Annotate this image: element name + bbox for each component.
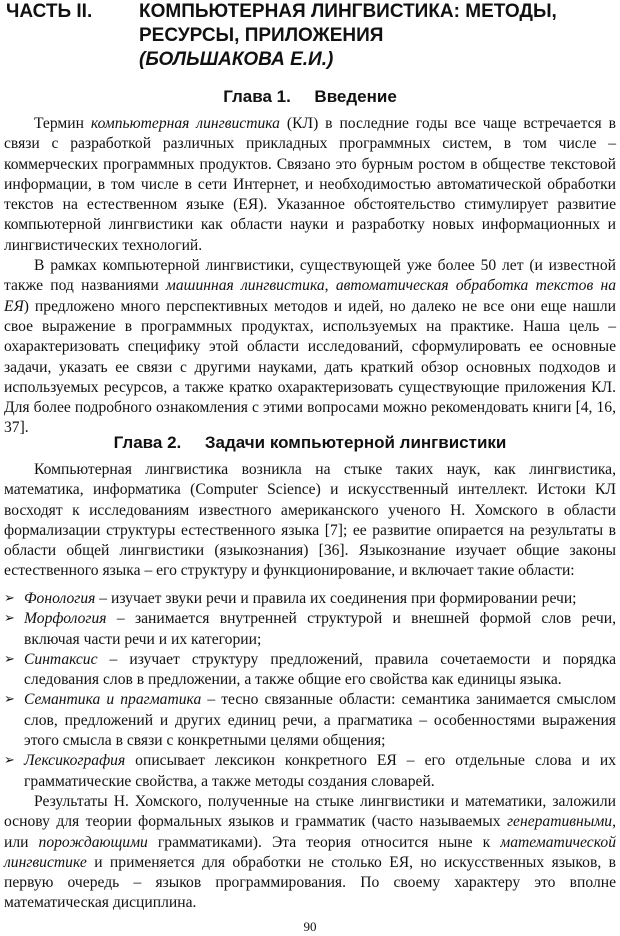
part-author: (БОЛЬШАКОВА Е.И.) [139,49,334,70]
page-number: 90 [303,919,317,934]
arrowhead-bullet-icon: ➢ [4,692,15,708]
arrowhead-bullet-icon: ➢ [4,651,15,667]
linguistics-areas-list [4,589,616,792]
term: математической лингвистике [4,833,616,871]
paragraph: Компьютерная лингвистика возникла на стыке таких наук, как лингвистика, математика, информатика (Computer Science) и искусственный интеллект. Истоки КЛ восходят к исследованиям известного американского ученого Н. Хомского в области формализации структуры естественного языка [7]; ее развитие опирается на результаты в области общей лингвистики (языкознания) [36]. Языкознание изучает общие законы естественного языка – его структуру и функционирование, и включает такие области: [4,461,616,580]
arrowhead-bullet-icon: ➢ [4,591,15,606]
term: порождающими [38,833,148,851]
term: машинная лингвистика [165,277,325,295]
part-title [139,0,619,72]
paragraph: В рамках компьютерной лингвистики, существующей уже более 50 лет (и известной также под названиями машинная лингвистика, автоматическая обработка текстов на ЕЯ) предложено много перспективных методов и идей, но далеко не все они еще нашли свое выражение в программных продуктах, используемых на практике. Наша цель – охарактеризовать специфику этой области исследований, сформулировать ее основные задачи, указать ее связи с другими науками, дать краткий обзор основных подходов и используемых ресурсов, а также кратко охарактеризовать существующие приложения КЛ. Для более подробного ознакомления с этими вопросами можно рекомендовать книги [4, 16, 37]. [4,257,616,437]
list-item: ➢ Лексикография описывает лексикон конкретного ЕЯ – его отдельные слова и их грамматические свойства, а также методы создания словарей. [4,752,616,790]
arrowhead-bullet-icon: ➢ [4,611,15,627]
paragraph: Результаты Н. Хомского, полученные на стыке лингвистики и математики, заложили основу для теории формальных языков и грамматик (часто называемых генеративными, или порождающими грамматиками). Эта теория относится ныне к математической лингвистике и применяется для обработки не столько ЕЯ, но искусственных языков, в первую очередь – языков программирования. По своему характеру это вполне математическая дисциплина. [4,793,616,912]
paragraph: Термин компьютерная лингвистика (КЛ) в последние годы все чаще встречается в связи с разработкой различных прикладных программных систем, в том числе – коммерческих программных продуктов. Связано это бурным ростом в обществе текстовой информации, в том числе в сети Интернет, и необходимостью автоматической обработки текстов на естественном языке (ЕЯ). Указанное обстоятельство стимулирует развитие компьютерной лингвистики как области науки и разработку новых информационных и лингвистических технологий. [4,115,616,254]
part-title-line-2: РЕСУРСЫ, ПРИЛОЖЕНИЯ [139,25,384,46]
list-item: ➢ Семантика и прагматика – тесно связанные области: семантика занимается смыслом слов, предложений и других единиц речи, а прагматика – особенностями выражения этого смысла в связи с конкретными целями общения; [4,691,616,750]
chapter-2-heading: Глава 2. Задачи компьютерной лингвистики [113,433,507,452]
term: компьютерная лингвистика [90,115,280,132]
term: генеративными [506,813,613,831]
chapter-1-body [4,114,616,439]
chapter-2-intro [4,460,616,582]
arrowhead-bullet-icon: ➢ [4,753,15,769]
term: автоматическая обработка текстов на ЕЯ [4,277,616,315]
chapter-1-heading: Глава 1. Введение [223,87,397,106]
list-item: ➢ Синтаксис – изучает структуру предложений, правила сочетаемости и порядка следования слов в предложении, а также общие его свойства как единицы языка. [4,650,616,689]
part-label: ЧАСТЬ II. [6,1,93,22]
list-item: ➢ Фонология – изучает звуки речи и правила их соединения при формировании речи; [4,589,616,609]
part-title-line-1: КОМПЬЮТЕРНАЯ ЛИНГВИСТИКА: МЕТОДЫ, [139,1,557,22]
chapter-2-body [4,792,616,914]
list-item: ➢ Морфология – занимается внутренней структурой и внешней формой слов речи, включая части речи и их категории; [4,610,616,648]
